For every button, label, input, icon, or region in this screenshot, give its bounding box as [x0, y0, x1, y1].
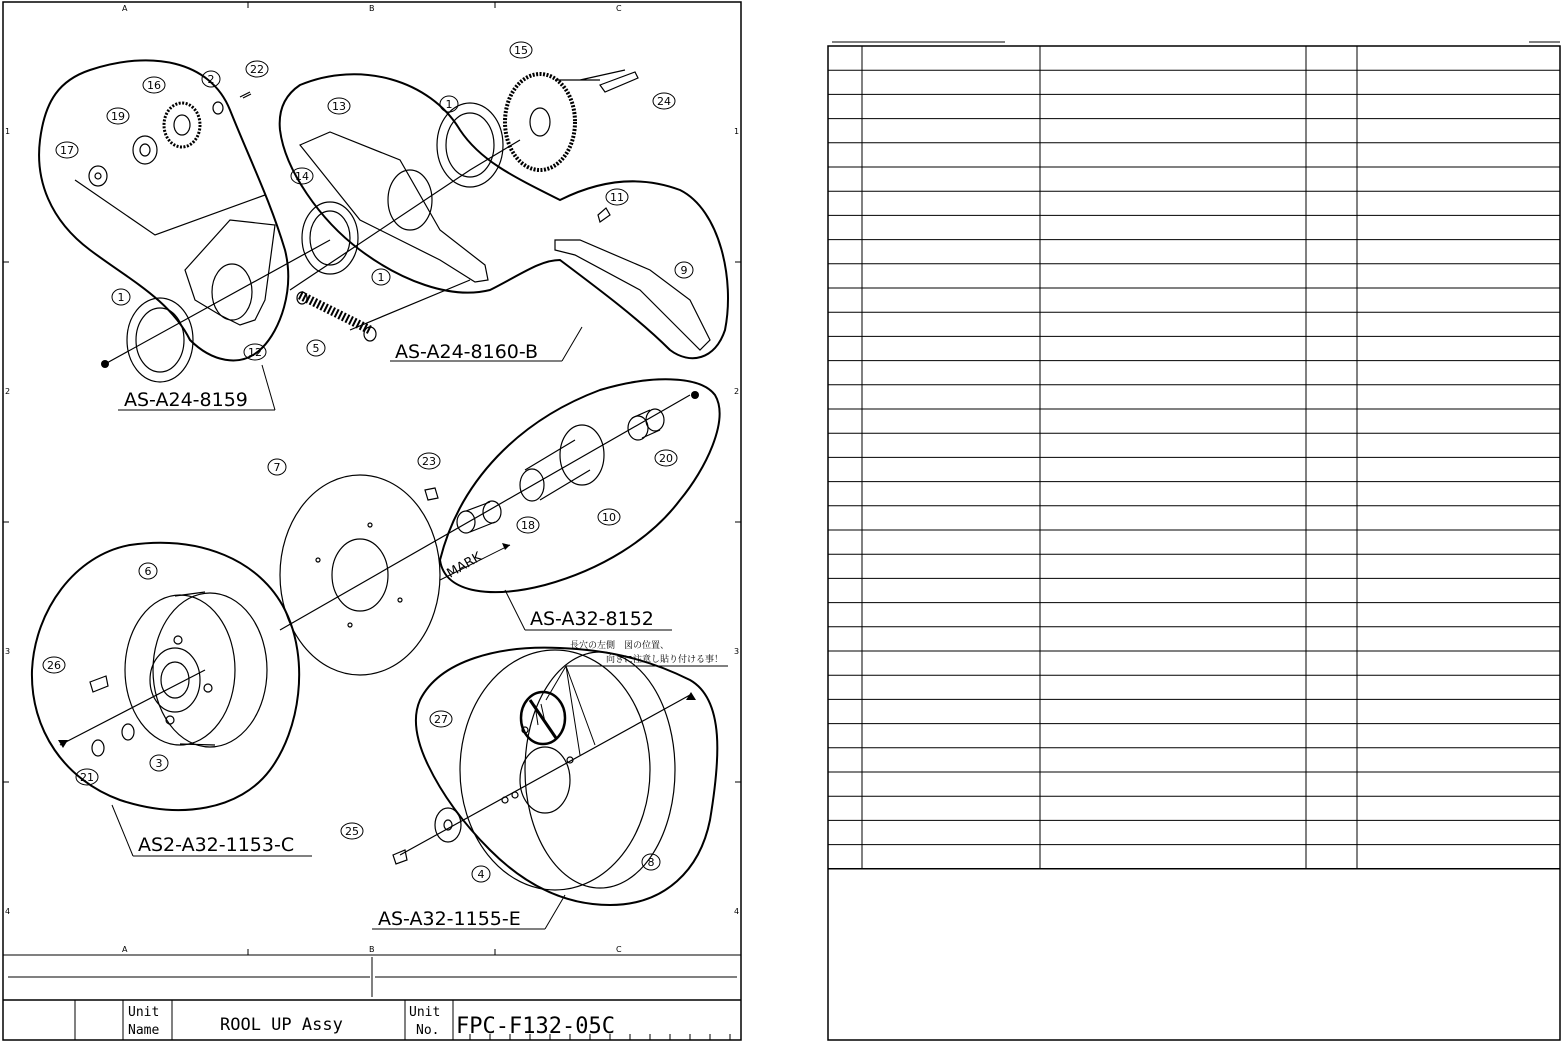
callout-26	[43, 657, 65, 673]
svg-text:27: 27	[434, 713, 448, 726]
part-screw-24	[600, 72, 638, 92]
unit-no-value: FPC-F132-05C	[456, 1014, 615, 1039]
assembly-note	[546, 639, 728, 755]
callout-4	[472, 866, 490, 882]
svg-text:1: 1	[117, 291, 125, 304]
svg-text:19: 19	[111, 110, 125, 123]
callout-22	[246, 61, 268, 77]
part-washer-1a	[127, 298, 193, 382]
grid-row-1-left: 1	[5, 127, 11, 136]
note-line-2: 向きに注意し貼り付ける事！	[606, 655, 724, 665]
part-disc-7	[280, 475, 440, 675]
part-screw-22	[240, 92, 251, 98]
axis-line-2	[75, 180, 265, 235]
svg-text:16: 16	[147, 79, 161, 92]
svg-text:14: 14	[295, 170, 309, 183]
grid-row-2-right: 2	[734, 387, 740, 396]
part-washer-1b	[437, 103, 503, 187]
axis-line-1	[105, 240, 330, 364]
svg-text:20: 20	[659, 452, 673, 465]
part-label-27	[521, 692, 565, 744]
grid-col-b-bottom: B	[369, 945, 375, 954]
callout-18	[517, 517, 539, 533]
svg-text:3: 3	[155, 757, 163, 770]
callout-10	[598, 509, 620, 525]
svg-text:4: 4	[477, 868, 485, 881]
svg-text:8: 8	[647, 856, 655, 869]
callout-14	[291, 168, 313, 184]
svg-text:1: 1	[445, 98, 453, 111]
marker-dot-2	[691, 391, 699, 399]
outline-as-a24-8159	[39, 60, 288, 360]
part-spring-5	[297, 292, 376, 341]
assembly-label-as-a24-8159: AS-A24-8159	[124, 389, 248, 411]
part-bushing-3	[122, 724, 134, 740]
callout-6	[139, 563, 157, 579]
svg-text:7: 7	[273, 461, 281, 474]
svg-text:9: 9	[680, 264, 688, 277]
svg-text:18: 18	[521, 519, 535, 532]
note-line-1: 長穴の左側 図の位置、	[570, 641, 670, 651]
callout-11	[606, 189, 628, 205]
part-washer-2	[213, 102, 223, 114]
callout-1a	[112, 289, 130, 305]
drawing-frame	[3, 2, 741, 1040]
axis-line-7	[60, 670, 205, 745]
svg-text:6: 6	[144, 565, 152, 578]
grid-row-3-right: 3	[734, 647, 740, 656]
callout-17	[56, 142, 78, 158]
outline-as2-a32-1153-c	[32, 543, 299, 810]
callout-20	[655, 450, 677, 466]
part-pin-26	[90, 676, 108, 692]
grid-col-a-bottom: A	[122, 945, 128, 954]
callout-13	[328, 98, 350, 114]
part-bearing-19	[133, 136, 157, 164]
part-drum-6	[125, 592, 267, 747]
direction-markers	[58, 360, 699, 748]
grid-col-c-bottom: C	[616, 945, 622, 954]
svg-text:22: 22	[250, 63, 264, 76]
axis-line-4	[350, 280, 470, 330]
unit-no-label-1: Unit	[409, 1005, 441, 1020]
callout-1c	[372, 269, 390, 285]
svg-text:15: 15	[514, 44, 528, 57]
svg-text:2: 2	[207, 73, 215, 86]
svg-text:13: 13	[332, 100, 346, 113]
grid-row-4-left: 4	[5, 907, 11, 916]
svg-text:23: 23	[422, 455, 436, 468]
mark-label: MARK	[444, 549, 485, 582]
assembly-label-as-a32-1155-e: AS-A32-1155-E	[378, 908, 521, 930]
grid-row-2-left: 2	[5, 387, 11, 396]
callouts	[43, 42, 693, 882]
parts-table-grid	[828, 46, 1560, 869]
marker-dot-1	[101, 360, 109, 368]
parts-table	[828, 42, 1560, 1040]
unit-no-label-2: No.	[416, 1023, 440, 1038]
assembly-label-as-a24-8160-b: AS-A24-8160-B	[395, 341, 539, 363]
callout-5	[307, 340, 325, 356]
part-nut-17	[89, 166, 107, 186]
callout-24	[653, 93, 675, 109]
part-collar-18	[457, 501, 501, 533]
part-screw-11	[598, 208, 610, 222]
callout-2	[202, 71, 220, 87]
grid-col-b-top: B	[369, 4, 375, 13]
svg-text:11: 11	[610, 191, 624, 204]
unit-name-label-2: Name	[128, 1023, 160, 1038]
grid-col-a-top: A	[122, 4, 128, 13]
part-bracket-12	[185, 220, 275, 325]
callout-23	[418, 453, 440, 469]
outline-as-a24-8160-b	[280, 74, 728, 358]
mark-annotation	[440, 543, 510, 581]
part-gear-15	[505, 74, 575, 170]
svg-text:1: 1	[377, 271, 385, 284]
marker-triangle-1	[58, 740, 68, 748]
part-drum-8	[460, 650, 675, 890]
callout-27	[430, 711, 452, 727]
assembly-label-as-a32-8152: AS-A32-8152	[530, 608, 654, 630]
callout-1b	[440, 96, 458, 112]
svg-text:17: 17	[60, 144, 74, 157]
outline-as-a32-1155-e	[416, 648, 718, 905]
callout-9	[675, 262, 693, 278]
subassembly-outlines	[32, 60, 728, 905]
part-screw-23	[425, 488, 438, 500]
part-arm-13	[300, 132, 488, 282]
svg-text:5: 5	[312, 342, 320, 355]
callout-7	[268, 459, 286, 475]
svg-text:21: 21	[80, 771, 94, 784]
part-shaft-10	[520, 425, 604, 501]
title-block	[128, 1005, 730, 1040]
svg-text:26: 26	[47, 659, 61, 672]
axis-line-6	[280, 395, 690, 630]
svg-text:10: 10	[602, 511, 616, 524]
assembly-label-as2-a32-1153-c: AS2-A32-1153-C	[138, 834, 295, 856]
part-gear-16	[164, 103, 200, 147]
assembly-labels	[112, 327, 672, 930]
part-washer-4	[435, 808, 461, 842]
unit-name-label-1: Unit	[128, 1005, 160, 1020]
grid-row-3-left: 3	[5, 647, 11, 656]
svg-text:12: 12	[248, 346, 262, 359]
svg-text:25: 25	[345, 825, 359, 838]
axis-line-5	[555, 70, 625, 80]
callout-3	[150, 755, 168, 771]
callout-15	[510, 42, 532, 58]
grid-row-1-right: 1	[734, 127, 740, 136]
callout-12	[244, 344, 266, 360]
grid-col-c-top: C	[616, 4, 622, 13]
part-bushing-21	[92, 740, 104, 756]
svg-text:24: 24	[657, 95, 671, 108]
callout-21	[76, 769, 98, 785]
callout-19	[107, 108, 129, 124]
callout-16	[143, 77, 165, 93]
unit-name-value: ROOL UP Assy	[220, 1015, 343, 1035]
grid-row-4-right: 4	[734, 907, 740, 916]
callout-8	[642, 854, 660, 870]
callout-25	[341, 823, 363, 839]
